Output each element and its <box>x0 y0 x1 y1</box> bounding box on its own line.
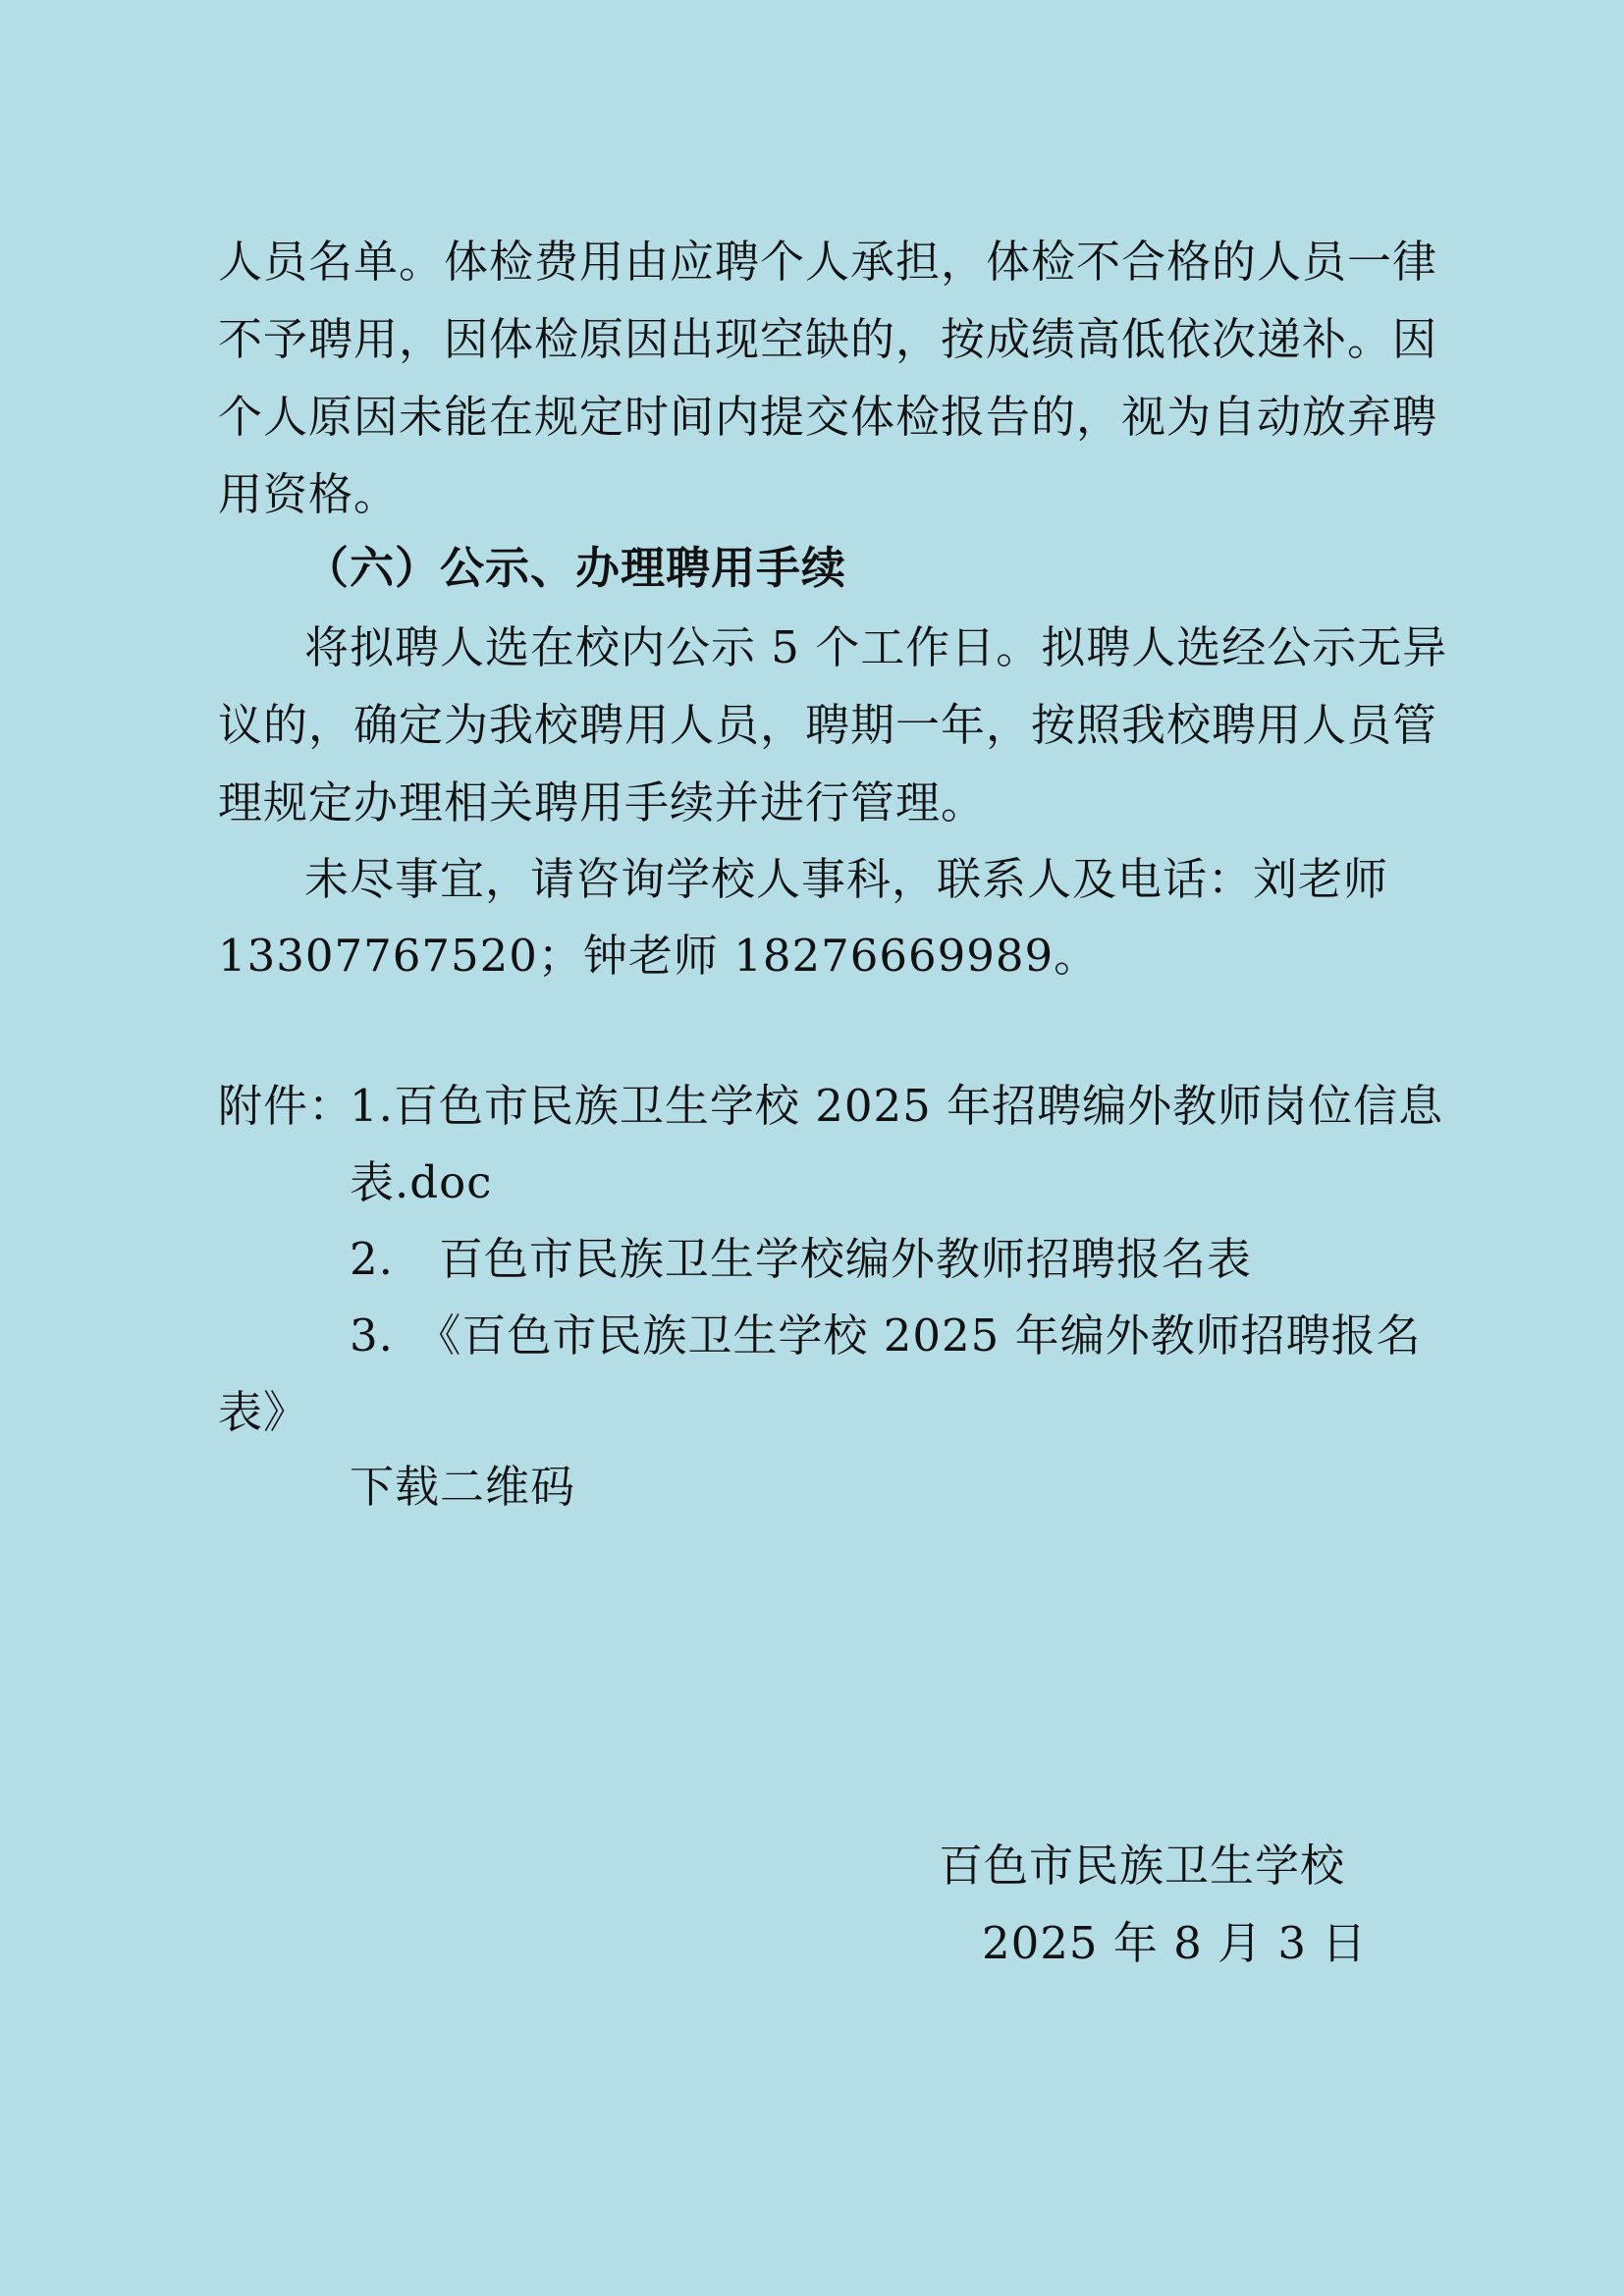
attachment-item-3-continued: 表》 <box>218 1386 309 1438</box>
paragraph-line: 不予聘用，因体检原因出现空缺的，按成绩高低依次递补。因 <box>218 313 1438 365</box>
attachment-item-1: 1.百色市民族卫生学校 2025 年招聘编外教师岗位信息 <box>350 1080 1444 1132</box>
attachment-item-4: 下载二维码 <box>350 1461 576 1513</box>
attachment-item-2: 2. 百色市民族卫生学校编外教师招聘报名表 <box>350 1233 1252 1285</box>
paragraph-line: 人员名单。体检费用由应聘个人承担，体检不合格的人员一律 <box>218 236 1438 288</box>
paragraph-line: 理规定办理相关聘用手续并进行管理。 <box>218 776 987 828</box>
attachment-item-1-continued: 表.doc <box>350 1156 493 1208</box>
paragraph-line: 议的，确定为我校聘用人员，聘期一年，按照我校聘用人员管 <box>218 699 1438 751</box>
signature-organization: 百色市民族卫生学校 <box>939 1840 1346 1892</box>
paragraph-line: 将拟聘人选在校内公示 5 个工作日。拟聘人选经公示无异 <box>304 621 1448 673</box>
paragraph-line: 个人原因未能在规定时间内提交体检报告的，视为自动放弃聘 <box>218 391 1438 443</box>
contact-line: 未尽事宜，请咨询学校人事科，联系人及电话：刘老师 <box>304 853 1389 905</box>
contact-phone-line: 13307767520；钟老师 18276669989。 <box>218 930 1100 982</box>
attachments-label: 附件： <box>218 1080 354 1132</box>
paragraph-line: 用资格。 <box>218 468 400 520</box>
section-heading: （六）公示、办理聘用手续 <box>304 542 847 594</box>
attachment-item-3: 3. 《百色市民族卫生学校 2025 年编外教师招聘报名 <box>350 1309 1422 1362</box>
signature-date: 2025 年 8 月 3 日 <box>982 1917 1368 1969</box>
